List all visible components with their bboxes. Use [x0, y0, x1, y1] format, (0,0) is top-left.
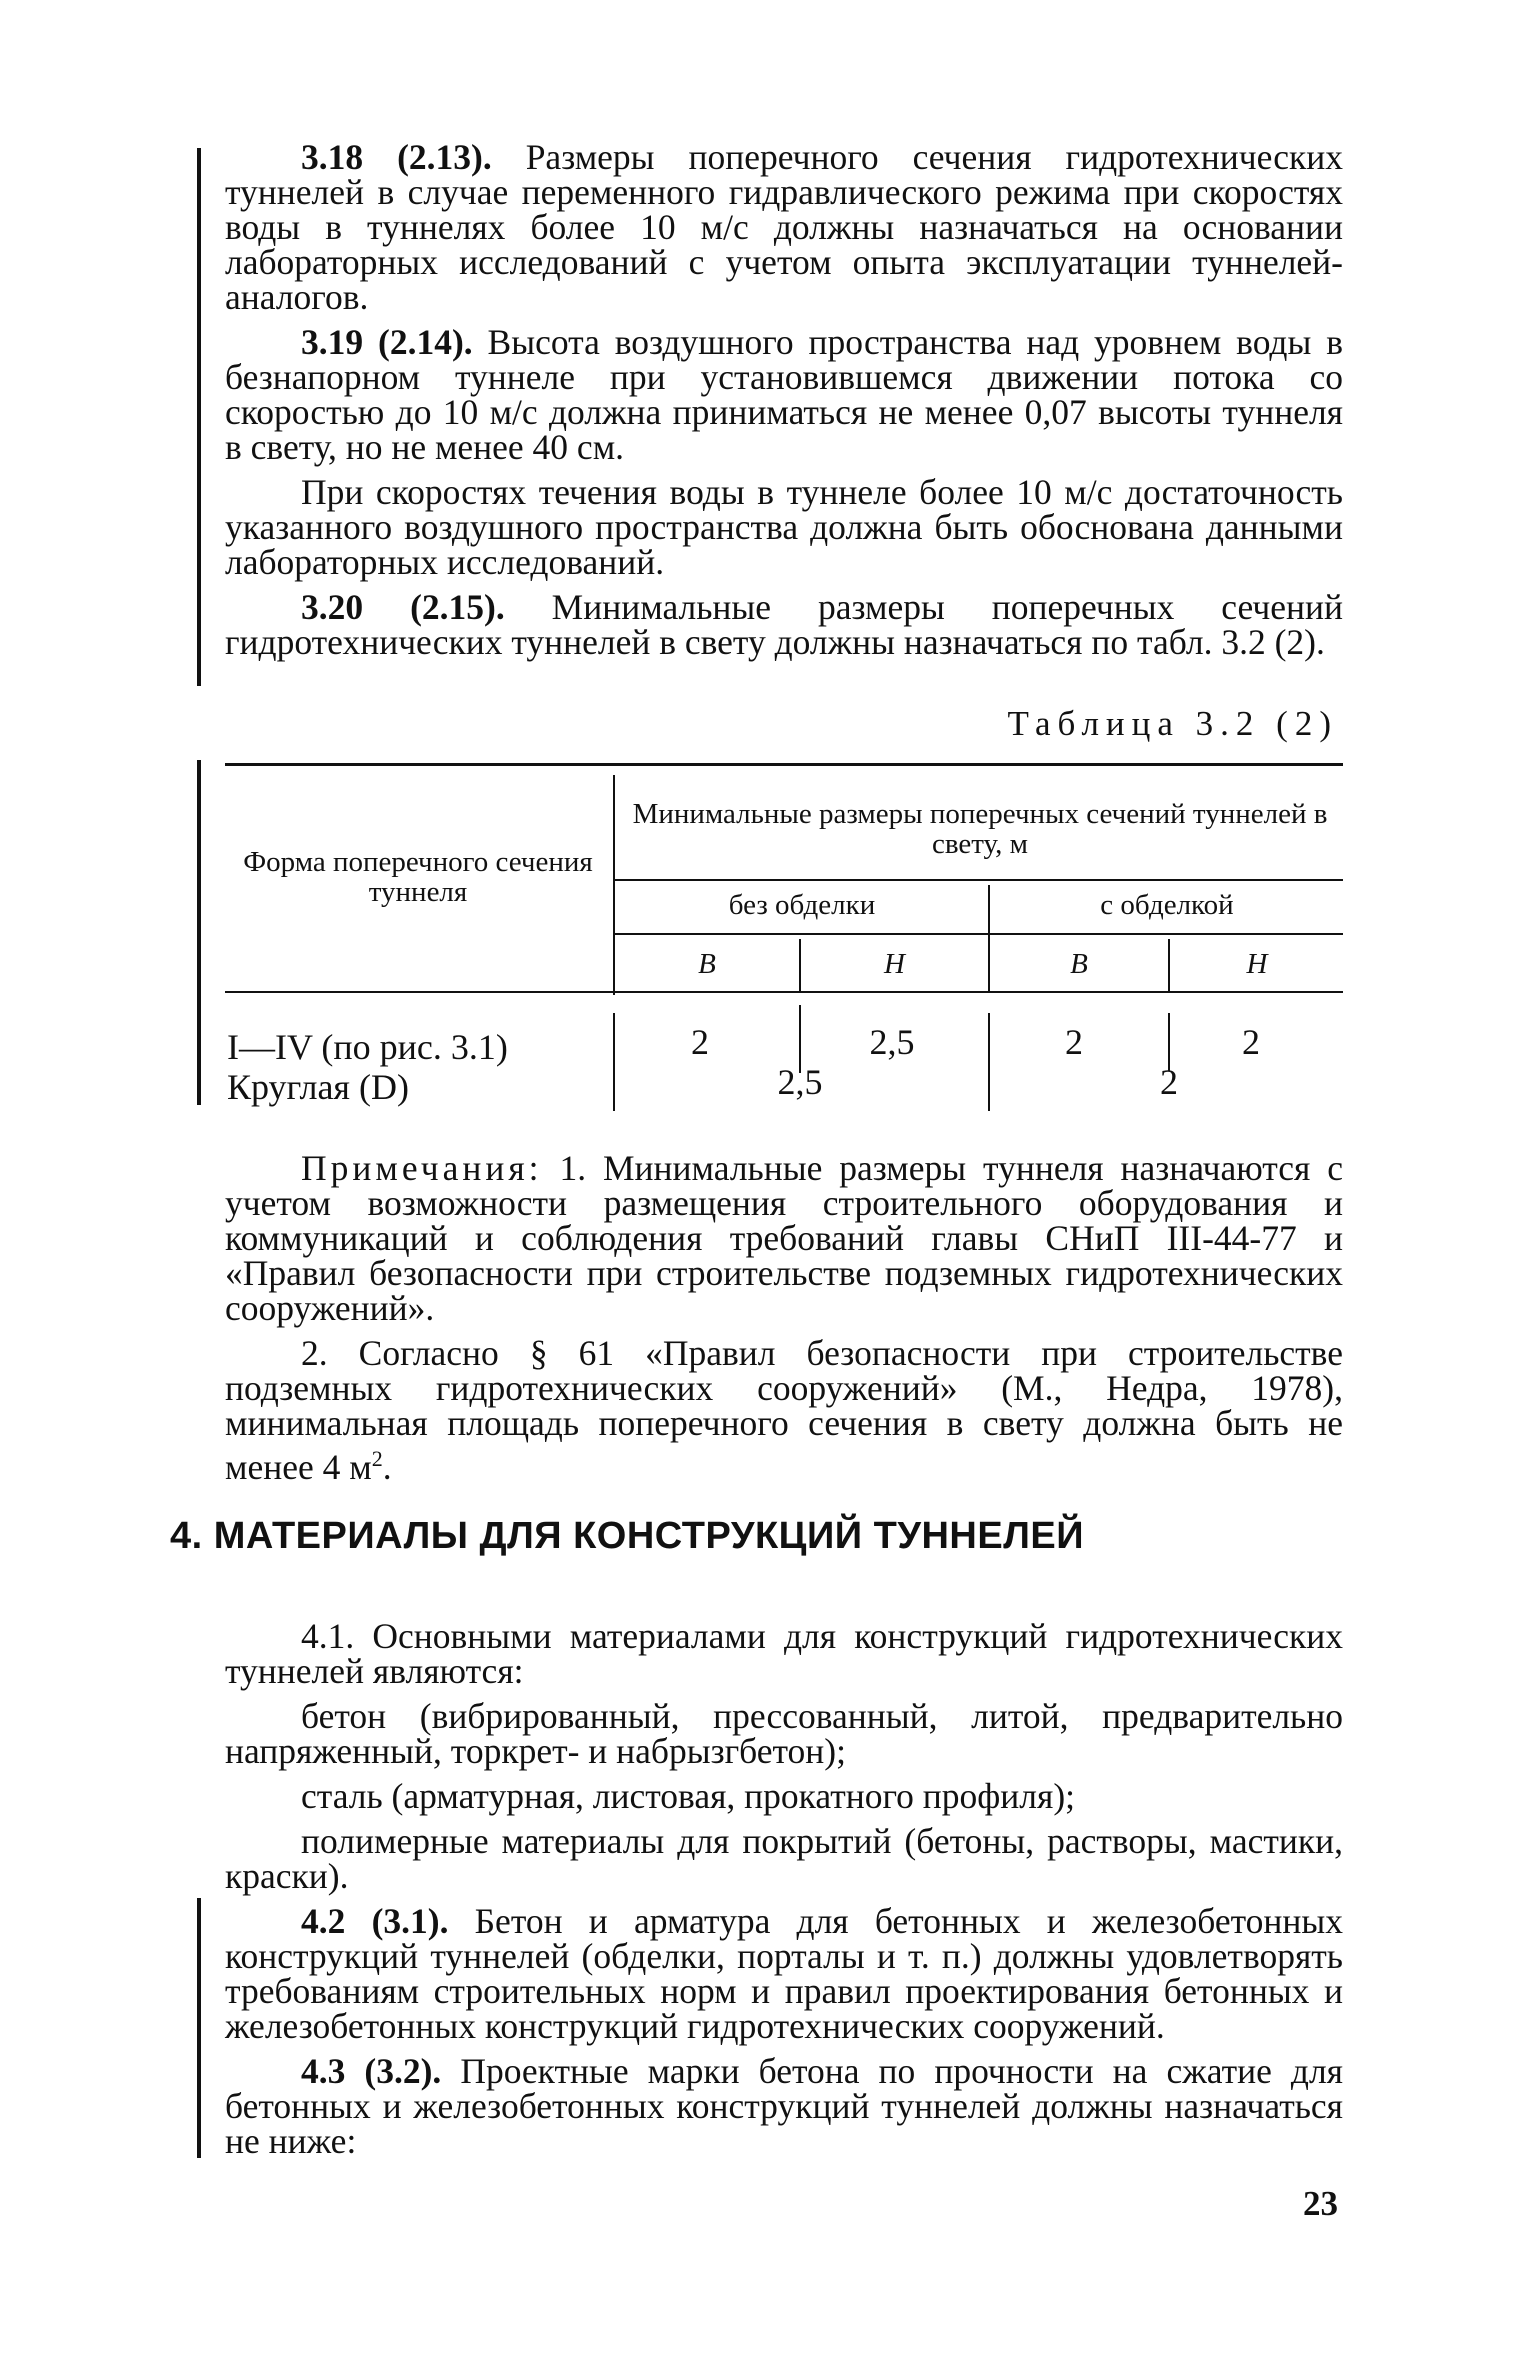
paragraph-ref: 3.19 (2.14). — [301, 322, 473, 362]
paragraph-text: Размеры поперечного сечения гидротехнических туннелей в случае переменного гидравлического режима при скоростях воды в туннелях более 10 м/с должны назначаться на основании лабораторных исследований с учетом опыта эксплуатации туннелей-аналогов. — [225, 137, 1343, 317]
note-2 — [225, 1333, 1343, 1487]
table-rule — [799, 939, 801, 993]
table-rule — [615, 933, 1343, 935]
table-cell: 2 — [1160, 1062, 1178, 1102]
table-header-min-sizes: Минимальные размеры поперечных сечений туннелей в свету, м — [632, 798, 1328, 860]
table-row-label: Круглая (D) — [227, 1067, 409, 1107]
paragraph-3-19 — [225, 322, 1343, 467]
list-item: полимерные материалы для покрытий (бетоны, растворы, мастики, краски). — [225, 1821, 1343, 1896]
note-text: 1. Минимальные размеры туннеля назначаются с учетом возможности размещения строительного оборудования и коммуникаций и соблюдения требований главы СНиП III-44-77 и «Правил безопасности при строительстве подземных гидротехнических сооружений». — [225, 1148, 1344, 1328]
table-header-form: Форма поперечного сечения туннеля — [243, 846, 593, 908]
table-rule — [988, 1013, 990, 1111]
table-rule — [988, 885, 990, 993]
paragraph-text: Бетон и арматура для бетонных и железобетонных конструкций туннелей (обделки, порталы и т. п.) должны удовлетворять требованиям строительных норм и правил проектирования бетонных и железобетонных конструкций гидротехнических сооружений. — [225, 1901, 1343, 2046]
table-rule — [225, 991, 1343, 993]
paragraph-ref: 4.2 (3.1). — [301, 1901, 449, 1941]
table-caption: Таблица 3.2 (2) — [1007, 704, 1338, 743]
table-rule — [1168, 939, 1170, 993]
paragraph-3-18 — [225, 137, 1343, 317]
page-number: 23 — [1303, 2184, 1338, 2223]
table-rule — [613, 775, 615, 995]
table-subheader-h: H — [884, 948, 905, 980]
table-subheader-h: H — [1246, 948, 1268, 980]
paragraph-4-1 — [225, 1616, 1344, 1691]
paragraph-3-19-continued — [225, 472, 1343, 582]
table-header-without-lining: без обделки — [728, 889, 876, 921]
dimensions-table — [225, 763, 1343, 1115]
paragraph-text: При скоростях течения воды в туннеле более 10 м/с достаточность указанного воздушного пространства должна быть обоснована данными лабораторных исследований. — [225, 472, 1343, 582]
table-row-label: I—IV (по рис. 3.1) — [227, 1027, 508, 1067]
table-subheader-b: B — [698, 948, 716, 980]
note-text-end: . — [382, 1446, 392, 1487]
paragraph-3-20 — [225, 587, 1343, 662]
paragraph-text: Проектные марки бетона по прочности на сжатие для бетонных и железобетонных конструкций туннелей должны назначаться не ниже: — [225, 2051, 1343, 2161]
superscript: 2 — [371, 1446, 383, 1471]
paragraph-ref: 3.18 (2.13). — [301, 137, 492, 177]
paragraph-4-2 — [225, 1901, 1343, 2046]
paragraph-text: Минимальные размеры поперечных сечений гидротехнических туннелей в свету должны назначаться по табл. 3.2 (2). — [225, 587, 1343, 662]
section-heading: 4. МАТЕРИАЛЫ ДЛЯ КОНСТРУКЦИЙ ТУННЕЛЕЙ — [170, 1515, 1085, 1557]
table-cell: 2 — [1065, 1022, 1083, 1062]
paragraph-4-3 — [225, 2051, 1343, 2161]
list-item: сталь (арматурная, листовая, прокатного профиля); — [301, 1776, 1076, 1816]
table-subheader-b: B — [1070, 948, 1088, 980]
table-notes — [225, 1148, 1344, 1495]
table-rule — [613, 1013, 615, 1111]
table-cell: 2 — [691, 1022, 709, 1062]
paragraph-ref: 4.3 (3.2). — [301, 2051, 442, 2091]
change-bar — [197, 760, 201, 1105]
note-1 — [225, 1148, 1344, 1328]
table-rule — [615, 879, 1343, 881]
table-cell: 2,5 — [869, 1022, 915, 1062]
change-bar — [197, 148, 201, 686]
notes-heading: Примечания: — [301, 1148, 543, 1188]
note-text: 2. Согласно § 61 «Правил безопасности при строительстве подземных гидротехнических сооружений» (М., Недра, 1978), минимальная площадь поперечного сечения в свету должна быть не менее 4 м — [225, 1333, 1343, 1487]
list-item: бетон (вибрированный, прессованный, литой, предварительно напряженный, торкрет- и набрызгбетон); — [225, 1696, 1343, 1771]
change-bar — [197, 1898, 201, 2158]
paragraph-text: Высота воздушного пространства над уровнем воды в безнапорном туннеле при установившемся движении потока со скоростью до 10 м/с должна приниматься не менее 0,07 высоты туннеля в свету, но не менее 40 см. — [225, 322, 1343, 467]
paragraph-ref: 3.20 (2.15). — [301, 587, 505, 627]
table-rule — [225, 763, 1343, 766]
lower-text-block — [225, 1616, 1344, 2169]
table-header-with-lining: с обделкой — [1100, 889, 1234, 921]
paragraph-ref: 4.1. — [301, 1616, 355, 1656]
upper-text-block — [225, 137, 1343, 670]
table-cell: 2,5 — [777, 1062, 823, 1102]
paragraph-text: Основными материалами для конструкций гидротехнических туннелей являются: — [225, 1616, 1344, 1691]
table-cell: 2 — [1242, 1022, 1260, 1062]
